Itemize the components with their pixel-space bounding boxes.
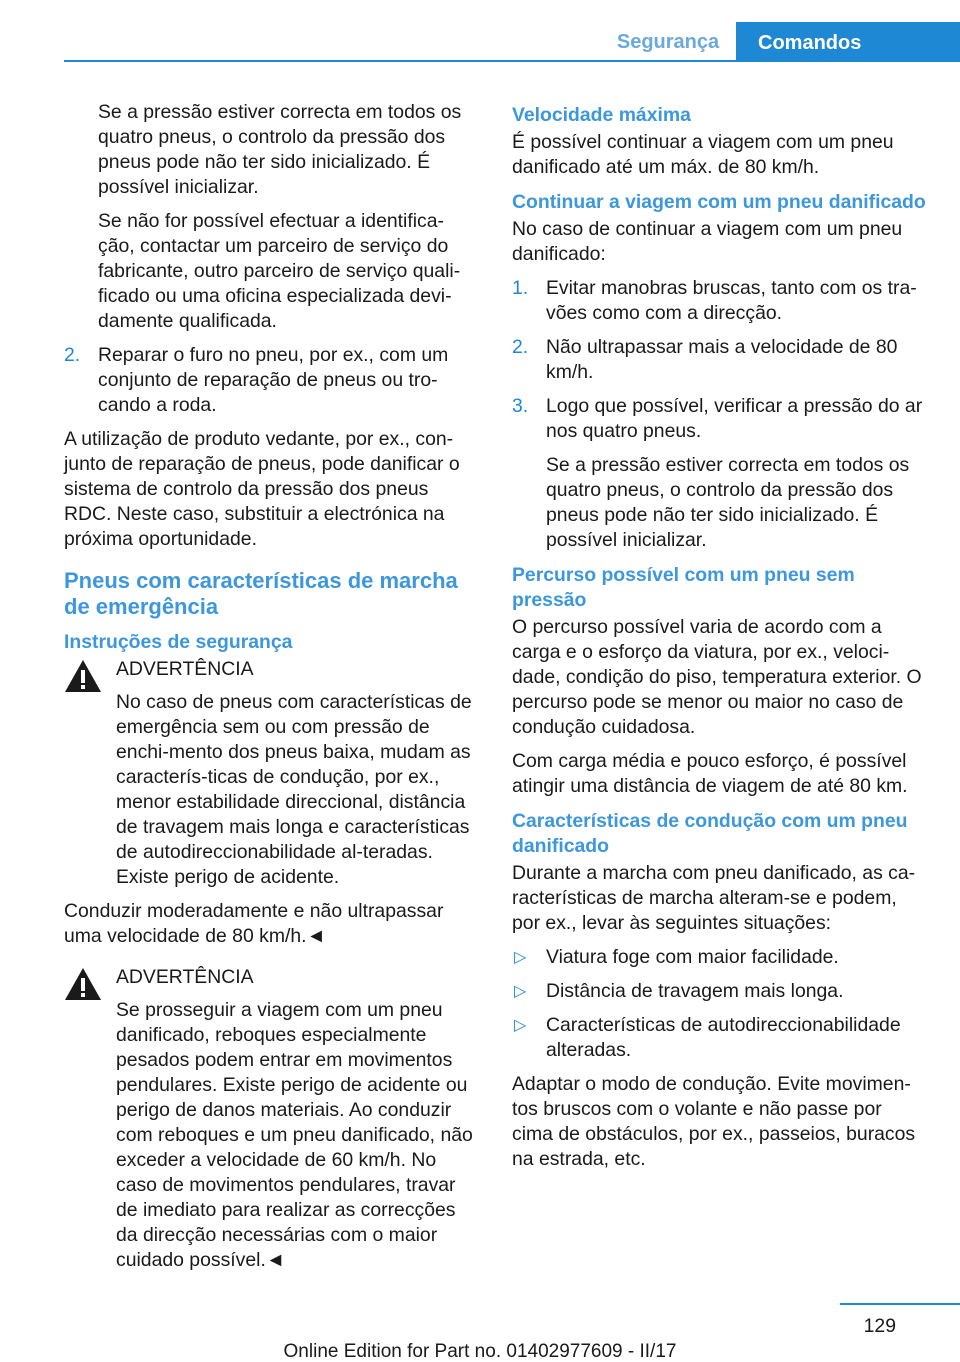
warning-text: No caso de pneus com características de emergência sem ou com pressão de enchi‐mento dos pneus baixa, mudam as caracterís‐ticas de condução, por ex., menor estabilidade direccional, distância de travagem mais longa e características de autodireccionabilidade al‐teradas. Existe perigo de acidente. — [116, 691, 472, 888]
paragraph-contact-service: Se não for possível efectuar a identifica‐ção, contactar um parceiro de serviço do fabricante, outro parceiro de serviço quali‐ficado ou uma oficina especializada devi‐damente qualificada. — [98, 210, 461, 332]
edition-note: Online Edition for Part no. 01402977609 - II/17 — [283, 1341, 677, 1362]
paragraph-adapt-driving: Adaptar o modo de condução. Evite movimen‐tos bruscos com o volante e não passe por cima de obstáculos, por ex., passeios, buracos na estrada, etc. — [512, 1073, 916, 1170]
warning-text: Se prosseguir a viagem com um pneu danificado, reboques especialmente pesados podem entrar em movimentos pendulares. Existe perigo de acidente ou perigo de danos materiais. Ao conduzir com reboques e um pneu danificado, não exceder a velocidade de 60 km/h. No caso de movimentos pendulares, travar de imediato para realizar as correcções da direcção necessárias com o maior cuidado possível.◄ — [116, 999, 473, 1271]
paragraph-continue-driving: No caso de continuar a viagem com um pneu danificado: — [512, 218, 903, 265]
header-rule — [64, 60, 960, 62]
warning-triangle-icon — [64, 659, 102, 693]
section-heading-runflat: Pneus com características de marcha de emergência — [64, 568, 458, 619]
tab-safety: Segurança — [616, 31, 720, 53]
bullet-triangle-icon: ▷ — [514, 1017, 527, 1034]
list-item — [64, 343, 480, 418]
bullet-triangle-icon: ▷ — [514, 949, 527, 966]
warning-text: Conduzir moderadamente e não ultrapassar uma velocidade de 80 km/h.◄ — [64, 900, 444, 947]
list-text: Evitar manobras bruscas, tanto com os tra‐vões como com a direcção. — [546, 277, 917, 324]
list-item — [512, 335, 928, 385]
paragraph-driving: Durante a marcha com pneu danificado, as ca‐racterísticas de marcha alteram-se e podem, por ex., levar às seguintes situações: — [512, 862, 916, 934]
subheading-driving-characteristics: Características de condução com um pneu danificado — [512, 810, 908, 857]
list-number: 1. — [512, 277, 529, 299]
paragraph-range: O percurso possível varia de acordo com a carga e o esforço da viatura, por ex., veloci‐dade, condição do piso, temperatura exterior. O percurso pode se menor ou maior no caso de condução cuidadosa. — [512, 616, 922, 738]
subheading-continue-driving: Continuar a viagem com um pneu danificado — [512, 191, 926, 213]
bullet-item — [512, 1013, 928, 1063]
tab-controls: Comandos — [736, 22, 960, 62]
footer-rule — [840, 1303, 960, 1305]
page-header — [0, 0, 960, 62]
bullet-text: Viatura foge com maior facilidade. — [546, 946, 839, 968]
warning-block — [64, 657, 480, 949]
subheading-max-speed: Velocidade máxima — [512, 104, 691, 126]
paragraph-pressure-correct: Se a pressão estiver correcta em todos os quatro pneus, o controlo da pressão dos pneus pode não ter sido inicializado. É possível inicializar. — [98, 101, 462, 198]
page-number: 129 — [863, 1315, 896, 1337]
right-column — [512, 100, 928, 1181]
list-number: 3. — [512, 395, 529, 417]
paragraph-step3-detail: Se a pressão estiver correcta em todos os quatro pneus, o controlo da pressão dos pneus pode não ter sido inicializado. É possível inicializar. — [546, 454, 910, 551]
bullet-item — [512, 979, 928, 1004]
list-item — [512, 276, 928, 326]
warning-block — [64, 965, 480, 1273]
bullet-item — [512, 945, 928, 970]
bullet-text: Distância de travagem mais longa. — [546, 980, 844, 1002]
paragraph-max-speed: É possível continuar a viagem com um pneu danificado até um máx. de 80 km/h. — [512, 131, 894, 178]
warning-title: ADVERTÊNCIA — [116, 966, 254, 988]
list-number: 2. — [64, 344, 81, 366]
left-column — [64, 100, 480, 1282]
warning-triangle-icon — [64, 967, 102, 1001]
bullet-text: Características de autodireccionabilidade alteradas. — [546, 1014, 901, 1061]
list-text: Não ultrapassar mais a velocidade de 80 km/h. — [546, 336, 898, 383]
list-number: 2. — [512, 336, 529, 358]
warning-title: ADVERTÊNCIA — [116, 658, 254, 680]
subheading-possible-range: Percurso possível com um pneu sem pressão — [512, 564, 855, 611]
list-text: Logo que possível, verificar a pressão do ar nos quatro pneus. — [546, 395, 923, 442]
list-item — [512, 394, 928, 444]
list-text: Reparar o furo no pneu, por ex., com um conjunto de reparação de pneus ou tro‐cando a roda. — [98, 344, 449, 416]
page-footer — [0, 1295, 960, 1362]
bullet-triangle-icon: ▷ — [514, 983, 527, 1000]
paragraph-sealant: A utilização de produto vedante, por ex., con‐junto de reparação de pneus, pode danificar o sistema de controlo da pressão dos pneus RDC. Neste caso, substituir a electrónica na próxima oportunidade. — [64, 428, 460, 550]
subheading-safety: Instruções de segurança — [64, 631, 293, 653]
paragraph-range-distance: Com carga média e pouco esforço, é possível atingir uma distância de viagem de até 80 km. — [512, 750, 908, 797]
